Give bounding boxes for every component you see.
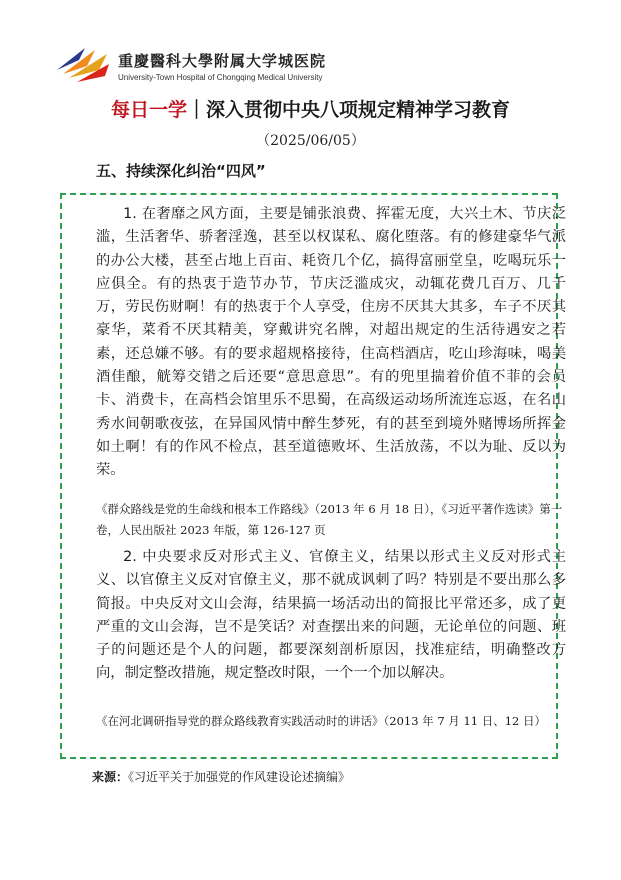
title-prefix: 每日一学: [110, 99, 187, 121]
quote-paragraph-2: [96, 546, 566, 686]
title-main: 深入贯彻中央八项规定精神学习教育: [206, 99, 511, 121]
section-heading: 五、持续深化纠治“四风”: [96, 162, 266, 180]
title-separator: ｜: [186, 99, 206, 121]
citation-1: [96, 499, 566, 541]
citation-text-2: 《在河北调研指导党的群众路线教育实践活动时的讲话》（2013 年 7 月 11 日、12 日）: [96, 714, 547, 728]
source-text: 《习近平关于加强党的作风建设论述摘编》: [128, 770, 351, 784]
source-line: [92, 768, 350, 785]
hospital-name-cn: 重慶醫科大學附属大学城医院: [118, 52, 327, 70]
quote-text-2: 2. 中央要求反对形式主义、官僚主义，结果以形式主义反对形式主义、以官僚主义反对官僚主义，那不就成讽刺了吗？特别是不要出那么多简报。中央反对文山会海，结果搞一场活动出的简报比平常还多，成了更严重的文山会海，岂不是笑话？对查摆出来的问题，无论单位的问题、班子的问题还是个人的问题，都要深刻剖析原因，找准症结，明确整改方向，制定整改措施，规定整改时限，一个一个加以解决。: [96, 549, 566, 682]
page-title: [0, 95, 621, 122]
hospital-name-en: University-Town Hospital of Chongqing Medical University: [118, 73, 323, 82]
citation-text-1: 《群众路线是党的生命线和根本工作路线》（2013 年 6 月 18 日），《习近平著作选读》第一卷，人民出版社 2023 年版，第 126-127 页: [96, 502, 563, 537]
citation-2: [96, 711, 566, 732]
quote-text-1: 1. 在奢靡之风方面，主要是铺张浪费、挥霍无度，大兴土木、节庆泛滥，生活奢华、骄奢淫逸，甚至以权谋私、腐化堕落。有的修建豪华气派的办公大楼，甚至占地上百亩、耗资几个亿，搞得富丽堂皇，吃喝玩乐一应俱全。有的热衷于造节办节，节庆泛滥成灾，动辄花费几百万、几千万，劳民伤财啊！有的热衷于个人享受，住房不厌其大其多，车子不厌其豪华，菜肴不厌其精美，穿戴讲究名牌，对超出规定的生活待遇安之若素，还总嫌不够。有的要求超规格接待，住高档酒店，吃山珍海味，喝美酒佳酿，觥筹交错之后还要“意思意思”。有的兜里揣着价值不菲的会员卡、消费卡，在高档会馆里乐不思蜀，在高级运动场所流连忘返，在名山秀水间朝歌夜弦，在异国风情中醉生梦死，有的甚至到境外赌博场所挥金如土啊！有的作风不检点，甚至道德败坏、生活放荡，不以为耻、反以为荣。: [96, 206, 566, 479]
source-label: 来源：: [92, 770, 129, 784]
quote-paragraph-1: [96, 203, 566, 483]
hospital-logo-icon: [55, 44, 111, 84]
publish-date: （2025/06/05）: [256, 133, 365, 149]
